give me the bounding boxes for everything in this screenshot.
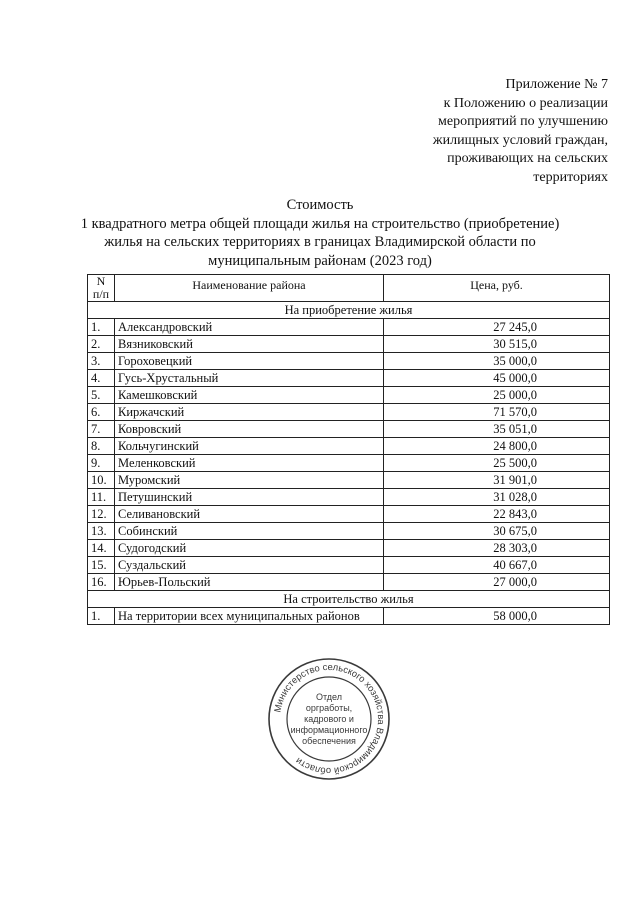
- row-number: 4.: [88, 370, 115, 387]
- row-number: 3.: [88, 353, 115, 370]
- price-table: [87, 274, 610, 625]
- title-line: жилья на сельских территориях в границах Владимирской области по: [104, 234, 536, 250]
- appendix-line: к Положению о реализации: [443, 95, 608, 111]
- stamp-center-line: оргработы,: [305, 703, 353, 713]
- stamp-center-line: Отдел: [315, 692, 343, 702]
- row-district: На территории всех муниципальных районов: [115, 608, 384, 625]
- row-price: 30 515,0: [384, 336, 610, 353]
- table-row: [88, 421, 610, 438]
- row-price: 71 570,0: [384, 404, 610, 421]
- row-district: Селивановский: [115, 506, 384, 523]
- table-row: [88, 523, 610, 540]
- section-row: [88, 591, 610, 608]
- row-price: 22 843,0: [384, 506, 610, 523]
- row-district: Киржачский: [115, 404, 384, 421]
- row-price: 25 000,0: [384, 387, 610, 404]
- table-row: [88, 557, 610, 574]
- stamp-center-line: обеспечения: [302, 736, 356, 746]
- appendix-line: жилищных условий граждан,: [432, 132, 608, 148]
- title-line: Стоимость: [286, 197, 354, 213]
- row-price: 30 675,0: [384, 523, 610, 540]
- row-number: 15.: [88, 557, 115, 574]
- row-price: 35 000,0: [384, 353, 610, 370]
- row-price: 31 028,0: [384, 489, 610, 506]
- section-purchase: На приобретение жилья: [88, 302, 610, 319]
- table-row: [88, 455, 610, 472]
- section-row: [88, 302, 610, 319]
- row-number: 9.: [88, 455, 115, 472]
- row-number: 6.: [88, 404, 115, 421]
- header-price: Цена, руб.: [384, 275, 610, 302]
- row-number: 1.: [88, 319, 115, 336]
- table-row: [88, 404, 610, 421]
- row-price: 27 245,0: [384, 319, 610, 336]
- table-row: [88, 336, 610, 353]
- row-district: Петушинский: [115, 489, 384, 506]
- table-row: [88, 489, 610, 506]
- row-price: 58 000,0: [384, 608, 610, 625]
- table-row: [88, 319, 610, 336]
- appendix-line: проживающих на сельских: [447, 151, 608, 166]
- row-district: Гусь-Хрустальный: [115, 370, 384, 387]
- row-district: Камешковский: [115, 387, 384, 404]
- appendix-line: мероприятий по улучшению: [438, 114, 608, 129]
- row-number: 2.: [88, 336, 115, 353]
- row-price: 31 901,0: [384, 472, 610, 489]
- table-row: [88, 370, 610, 387]
- official-stamp: [266, 656, 392, 782]
- row-price: 45 000,0: [384, 370, 610, 387]
- row-district: Вязниковский: [115, 336, 384, 353]
- row-district: Юрьев-Польский: [115, 574, 384, 591]
- stamp-ring-text: Министерство сельского хозяйства Владимирской области: [271, 660, 388, 778]
- row-number: 13.: [88, 523, 115, 540]
- header-number-line2: п/п: [92, 287, 110, 301]
- row-district: Меленковский: [115, 455, 384, 472]
- row-number: 14.: [88, 540, 115, 557]
- section-construction: На строительство жилья: [88, 591, 610, 608]
- row-number: 7.: [88, 421, 115, 438]
- row-number: 5.: [88, 387, 115, 404]
- row-district: Собинский: [115, 523, 384, 540]
- row-district: Ковровский: [115, 421, 384, 438]
- row-district: Суздальский: [115, 557, 384, 574]
- row-number: 10.: [88, 472, 115, 489]
- row-number: 8.: [88, 438, 115, 455]
- table-body: [88, 302, 610, 625]
- row-number: 11.: [88, 489, 115, 506]
- row-number: 16.: [88, 574, 115, 591]
- table-row: [88, 387, 610, 404]
- row-district: Гороховецкий: [115, 353, 384, 370]
- row-number: 1.: [88, 608, 115, 625]
- appendix-header: [308, 76, 608, 187]
- row-price: 24 800,0: [384, 438, 610, 455]
- title-line: муниципальным районам (2023 год): [208, 252, 432, 269]
- row-price: 35 051,0: [384, 421, 610, 438]
- title-line: 1 квадратного метра общей площади жилья на строительство (приобретение): [80, 215, 560, 232]
- stamp-center-line: информационного: [290, 725, 368, 735]
- row-price: 25 500,0: [384, 455, 610, 472]
- header-number-line1: N: [96, 274, 106, 288]
- table-row: [88, 574, 610, 591]
- row-district: Муромский: [115, 472, 384, 489]
- header-number: [88, 275, 115, 302]
- appendix-line: территориях: [533, 169, 608, 185]
- stamp-center-line: кадрового и: [304, 714, 354, 724]
- table-row: [88, 608, 610, 625]
- row-district: Судогодский: [115, 540, 384, 557]
- row-number: 12.: [88, 506, 115, 523]
- document-title: [60, 196, 580, 270]
- row-district: Кольчугинский: [115, 438, 384, 455]
- row-price: 40 667,0: [384, 557, 610, 574]
- table-header-row: [88, 275, 610, 302]
- appendix-line: Приложение № 7: [505, 77, 608, 92]
- table-row: [88, 540, 610, 557]
- table-row: [88, 506, 610, 523]
- table-row: [88, 472, 610, 489]
- stamp-seal: [266, 656, 392, 782]
- table-row: [88, 353, 610, 370]
- row-price: 27 000,0: [384, 574, 610, 591]
- table-row: [88, 438, 610, 455]
- row-district: Александровский: [115, 319, 384, 336]
- row-price: 28 303,0: [384, 540, 610, 557]
- header-district: Наименование района: [115, 275, 384, 302]
